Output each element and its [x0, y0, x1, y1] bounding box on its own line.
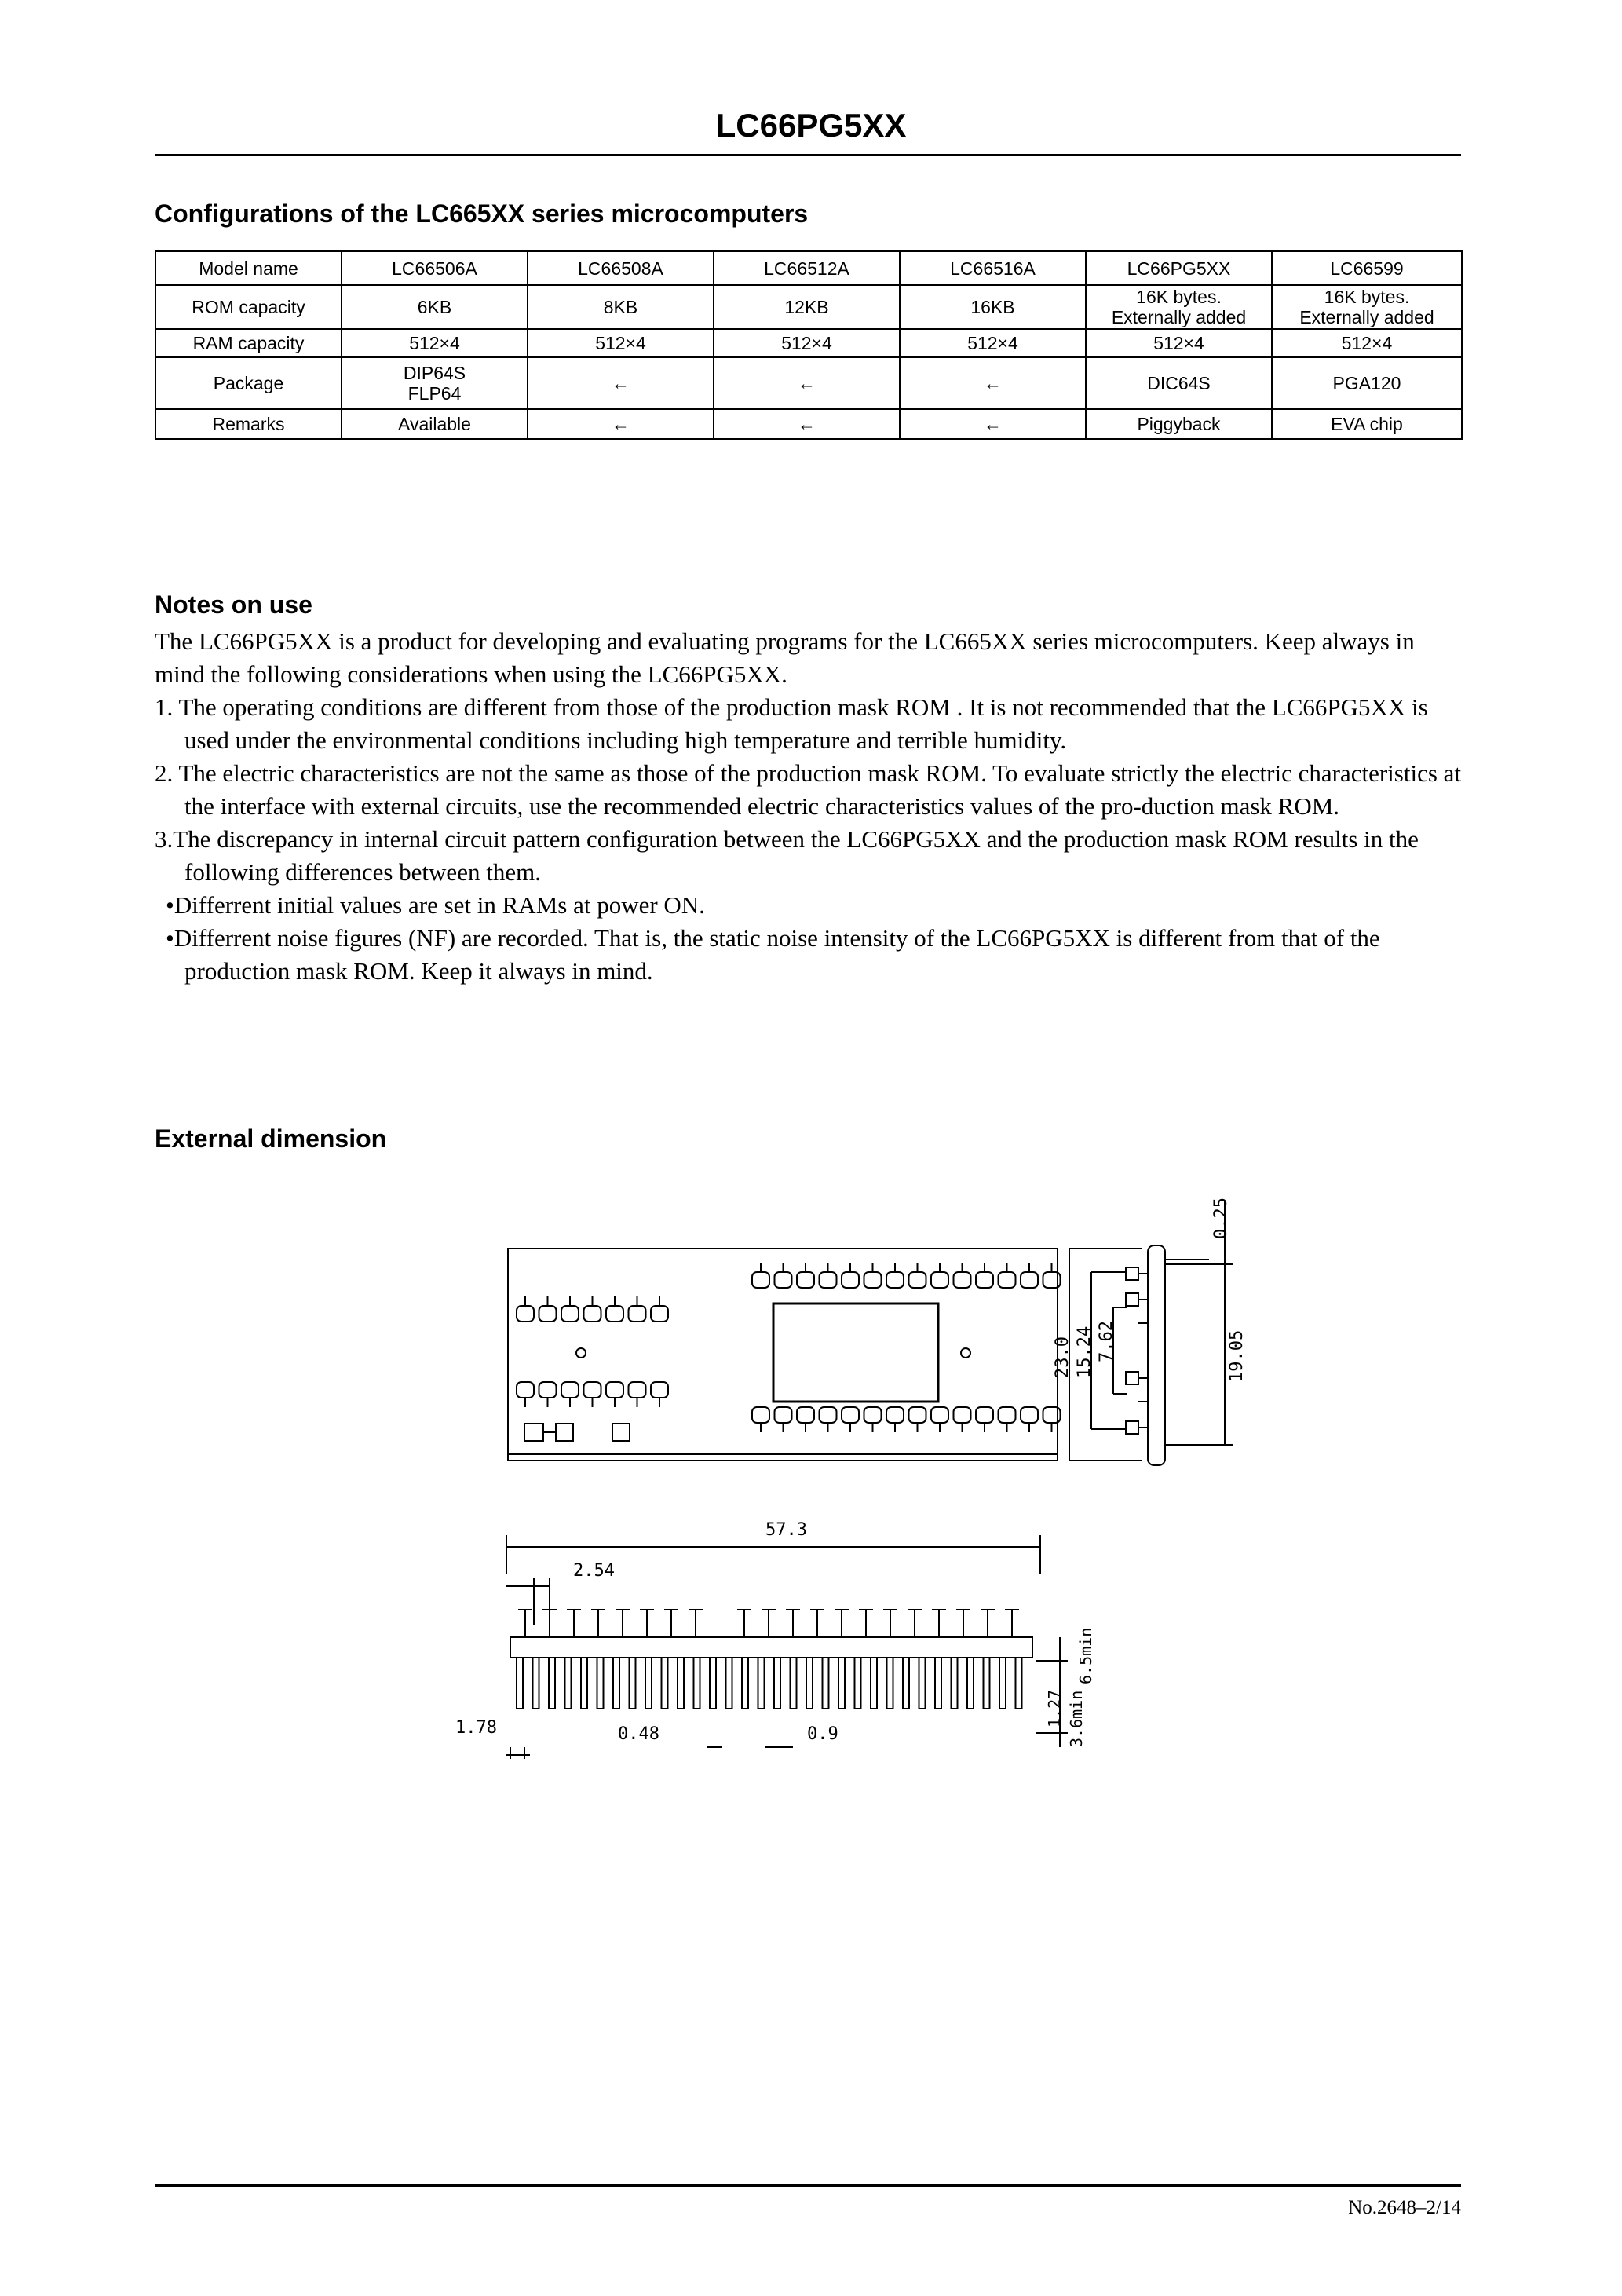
- note-bullet-2: •Differrent noise figures (NF) are recorded. That is, the static noise intensity of the LC66PG5XX is different from that of the production mask ROM. Keep it always in mind.: [166, 924, 1380, 985]
- bottom-pin: [694, 1658, 700, 1709]
- top-pin: [542, 1610, 557, 1637]
- pin-pad: [842, 1407, 859, 1432]
- pin-pad: [606, 1382, 623, 1407]
- pad-body: [999, 1407, 1016, 1423]
- pad-body: [864, 1407, 882, 1423]
- pad-body: [976, 1407, 993, 1423]
- pin-pad: [539, 1296, 557, 1322]
- table-cell: 16K bytes. Externally added: [1272, 285, 1462, 329]
- dim-label-3-6min: 3.6min: [1067, 1690, 1086, 1747]
- pin-pad: [999, 1407, 1016, 1432]
- table-cell: 512×4: [714, 329, 900, 357]
- bottom-pin: [645, 1658, 652, 1709]
- bottom-pin: [565, 1658, 572, 1709]
- table-row: [155, 329, 1462, 357]
- pad-body: [842, 1272, 859, 1288]
- pin-pad: [517, 1382, 534, 1407]
- pad-body: [909, 1272, 926, 1288]
- bottom-pin: [758, 1658, 765, 1709]
- pin-pad: [517, 1296, 534, 1322]
- top-pin: [640, 1610, 654, 1637]
- table-cell: ←: [714, 409, 900, 439]
- top-pin: [1005, 1610, 1019, 1637]
- bottom-pin: [855, 1658, 861, 1709]
- pin-pad: [864, 1263, 882, 1288]
- package-top-view: [502, 1241, 1068, 1468]
- bottom-pin: [517, 1658, 523, 1709]
- pin-pad: [539, 1382, 557, 1407]
- top-pin: [689, 1610, 703, 1637]
- top-pin: [859, 1610, 873, 1637]
- table-row: [155, 409, 1462, 439]
- pin-pad: [931, 1407, 948, 1432]
- top-pin: [518, 1610, 532, 1637]
- table-cell: ←: [900, 357, 1086, 409]
- bottom-pin: [791, 1658, 797, 1709]
- pad-body: [842, 1407, 859, 1423]
- pin-pad: [954, 1407, 971, 1432]
- table-cell: 512×4: [900, 329, 1086, 357]
- pad-body: [539, 1382, 557, 1398]
- note-bullet-1: •Differrent initial values are set in RAMs at power ON.: [166, 891, 705, 919]
- pad-body: [651, 1382, 668, 1398]
- bottom-pin: [806, 1658, 813, 1709]
- pad-body: [561, 1382, 579, 1398]
- pad-body: [931, 1272, 948, 1288]
- table-cell: LC66512A: [714, 251, 900, 285]
- pad-body: [1021, 1272, 1038, 1288]
- table-cell: ←: [714, 357, 900, 409]
- dim-label-1-78: 1.78: [455, 1718, 497, 1738]
- pad-body: [797, 1407, 814, 1423]
- table-cell: ←: [528, 357, 714, 409]
- notes-body: [155, 625, 1461, 988]
- bottom-pin: [984, 1658, 990, 1709]
- table-cell: 12KB: [714, 285, 900, 329]
- top-pin: [835, 1610, 849, 1637]
- dimension-heading: External dimension: [155, 1124, 387, 1153]
- note-item-1: 1. The operating conditions are different from those of the production mask ROM . It is not recommended that the LC66PG5XX is used under the environmental conditions including high temperature and terrible humidity.: [155, 693, 1428, 754]
- table-row: [155, 285, 1462, 329]
- dim-label-2-54: 2.54: [573, 1561, 615, 1581]
- table-cell: 8KB: [528, 285, 714, 329]
- pin-pad: [651, 1382, 668, 1407]
- pin-pad: [629, 1382, 646, 1407]
- pad-body: [797, 1272, 814, 1288]
- bottom-pin: [903, 1658, 909, 1709]
- pin-pad: [561, 1296, 579, 1322]
- bottom-pin: [710, 1658, 716, 1709]
- pad-body: [606, 1382, 623, 1398]
- table-cell: Piggyback: [1086, 409, 1272, 439]
- pin-pad: [954, 1263, 971, 1288]
- row-label: RAM capacity: [155, 329, 342, 357]
- bottom-pin: [613, 1658, 619, 1709]
- pin-pad: [820, 1263, 837, 1288]
- notes-intro: The LC66PG5XX is a product for developing and evaluating programs for the LC665XX series microcomputers. Keep always in mind the following considerations when using the LC66PG5XX.: [155, 627, 1415, 688]
- pad-body: [976, 1272, 993, 1288]
- table-row: [155, 357, 1462, 409]
- table-cell: 512×4: [1272, 329, 1462, 357]
- pin-pad: [752, 1407, 769, 1432]
- pin-pad: [651, 1296, 668, 1322]
- row-label: ROM capacity: [155, 285, 342, 329]
- table-cell: LC66516A: [900, 251, 1086, 285]
- top-pin: [908, 1610, 922, 1637]
- bottom-pin: [838, 1658, 845, 1709]
- row-label: Model name: [155, 251, 342, 285]
- table-cell: LC66506A: [342, 251, 528, 285]
- pad-body: [999, 1272, 1016, 1288]
- pin-pad: [820, 1407, 837, 1432]
- pin-pad: [1021, 1407, 1038, 1432]
- table-cell: 6KB: [342, 285, 528, 329]
- bottom-pin: [581, 1658, 587, 1709]
- table-cell: LC66508A: [528, 251, 714, 285]
- dim-label-0-9: 0.9: [807, 1724, 838, 1744]
- pad-body: [820, 1407, 837, 1423]
- bottom-pin: [952, 1658, 958, 1709]
- top-pin: [567, 1610, 581, 1637]
- pin-pad: [561, 1382, 579, 1407]
- table-cell: LC66PG5XX: [1086, 251, 1272, 285]
- top-pin: [786, 1610, 800, 1637]
- dim-label-7-62: 7.62: [1097, 1321, 1116, 1362]
- dim-label-6-5min: 6.5min: [1076, 1627, 1095, 1684]
- pin-pad: [864, 1407, 882, 1432]
- pad-body: [606, 1306, 623, 1322]
- bottom-pin: [597, 1658, 604, 1709]
- table-cell: DIP64S FLP64: [342, 357, 528, 409]
- pin-pad: [931, 1263, 948, 1288]
- table-cell: ←: [900, 409, 1086, 439]
- pad-body: [584, 1306, 601, 1322]
- pad-body: [775, 1407, 792, 1423]
- pin-pad: [886, 1263, 904, 1288]
- dim-label-57-3: 57.3: [765, 1520, 807, 1540]
- bottom-pin: [678, 1658, 684, 1709]
- top-pin: [762, 1610, 776, 1637]
- pin-pad: [797, 1263, 814, 1288]
- pin-pad: [775, 1263, 792, 1288]
- bottom-pin: [533, 1658, 539, 1709]
- bottom-pin: [662, 1658, 668, 1709]
- bottom-pin: [630, 1658, 636, 1709]
- dim-label-19-05: 19.05: [1227, 1329, 1247, 1382]
- pad-body: [1021, 1407, 1038, 1423]
- bottom-pin: [549, 1658, 555, 1709]
- pin-pad: [584, 1382, 601, 1407]
- pin-pad: [797, 1407, 814, 1432]
- table-cell: DIC64S: [1086, 357, 1272, 409]
- pad-body: [775, 1272, 792, 1288]
- bottom-pin: [967, 1658, 974, 1709]
- top-pin: [810, 1610, 824, 1637]
- pad-body: [584, 1382, 601, 1398]
- top-pin: [932, 1610, 946, 1637]
- table-cell: 512×4: [1086, 329, 1272, 357]
- pin-pad: [775, 1407, 792, 1432]
- bottom-pin: [871, 1658, 877, 1709]
- page-number: No.2648–2/14: [1348, 2197, 1461, 2218]
- notes-heading: Notes on use: [155, 590, 312, 619]
- top-pin: [737, 1610, 751, 1637]
- pin-pad: [629, 1296, 646, 1322]
- header-rule: [155, 154, 1461, 156]
- config-heading: Configurations of the LC665XX series microcomputers: [155, 199, 809, 228]
- pad-body: [752, 1272, 769, 1288]
- pin-pad: [909, 1263, 926, 1288]
- footer-rule: [155, 2184, 1461, 2187]
- pad-body: [931, 1407, 948, 1423]
- pin-pad: [886, 1407, 904, 1432]
- table-cell: 512×4: [528, 329, 714, 357]
- configuration-table: [155, 250, 1463, 440]
- pin-pad: [584, 1296, 601, 1322]
- pad-body: [629, 1382, 646, 1398]
- top-pin: [664, 1610, 678, 1637]
- pin-pad: [999, 1263, 1016, 1288]
- table-cell: LC66599: [1272, 251, 1462, 285]
- table-cell: EVA chip: [1272, 409, 1462, 439]
- bottom-pin: [726, 1658, 732, 1709]
- table-cell: 16KB: [900, 285, 1086, 329]
- top-pin: [616, 1610, 630, 1637]
- pad-body: [954, 1272, 971, 1288]
- package-front-view: [455, 1512, 1115, 1771]
- pad-body: [886, 1272, 904, 1288]
- pad-body: [539, 1306, 557, 1322]
- bottom-pin: [919, 1658, 926, 1709]
- pad-body: [517, 1382, 534, 1398]
- pad-body: [886, 1407, 904, 1423]
- pad-body: [651, 1306, 668, 1322]
- dim-label-0-25: 0.25: [1211, 1197, 1231, 1239]
- pin-pad: [1021, 1263, 1038, 1288]
- pad-body: [561, 1306, 579, 1322]
- bottom-pin: [935, 1658, 941, 1709]
- pin-pad: [752, 1263, 769, 1288]
- top-pin: [956, 1610, 970, 1637]
- pad-body: [909, 1407, 926, 1423]
- bottom-pin: [742, 1658, 748, 1709]
- table-row: [155, 251, 1462, 285]
- table-cell: 16K bytes. Externally added: [1086, 285, 1272, 329]
- pad-body: [954, 1407, 971, 1423]
- dim-label-15-24: 15.24: [1075, 1325, 1094, 1378]
- table-cell: 512×4: [342, 329, 528, 357]
- pad-body: [820, 1272, 837, 1288]
- pad-body: [517, 1306, 534, 1322]
- dim-label-23-0: 23.0: [1053, 1336, 1072, 1378]
- pin-pad: [842, 1263, 859, 1288]
- row-label: Remarks: [155, 409, 342, 439]
- table-cell: ←: [528, 409, 714, 439]
- top-pin: [591, 1610, 605, 1637]
- table-cell: PGA120: [1272, 357, 1462, 409]
- bottom-pin: [774, 1658, 780, 1709]
- page-title: LC66PG5XX: [715, 107, 907, 144]
- top-pin: [981, 1610, 995, 1637]
- bottom-pin: [823, 1658, 829, 1709]
- row-label: Package: [155, 357, 342, 409]
- dim-label-0-48: 0.48: [618, 1724, 659, 1744]
- table-cell: Available: [342, 409, 528, 439]
- note-item-3: 3.The discrepancy in internal circuit pattern configuration between the LC66PG5XX and the production mask ROM results in the following differences between them.: [155, 825, 1419, 886]
- package-side-view: [1044, 1186, 1280, 1484]
- pin-pad: [909, 1407, 926, 1432]
- note-item-2: 2. The electric characteristics are not the same as those of the production mask ROM. To evaluate strictly the electric characteristics at the interface with external circuits, use the recommended electric characteristics values of the pro-duction mask ROM.: [155, 759, 1462, 820]
- pin-pad: [976, 1407, 993, 1432]
- pin-pad: [976, 1263, 993, 1288]
- bottom-pin: [887, 1658, 893, 1709]
- pad-body: [864, 1272, 882, 1288]
- pin-pad: [606, 1296, 623, 1322]
- bottom-pin: [1016, 1658, 1022, 1709]
- pad-body: [752, 1407, 769, 1423]
- pad-body: [629, 1306, 646, 1322]
- bottom-pin: [999, 1658, 1006, 1709]
- top-pin: [883, 1610, 897, 1637]
- dim-label-1-27: 1.27: [1045, 1689, 1064, 1727]
